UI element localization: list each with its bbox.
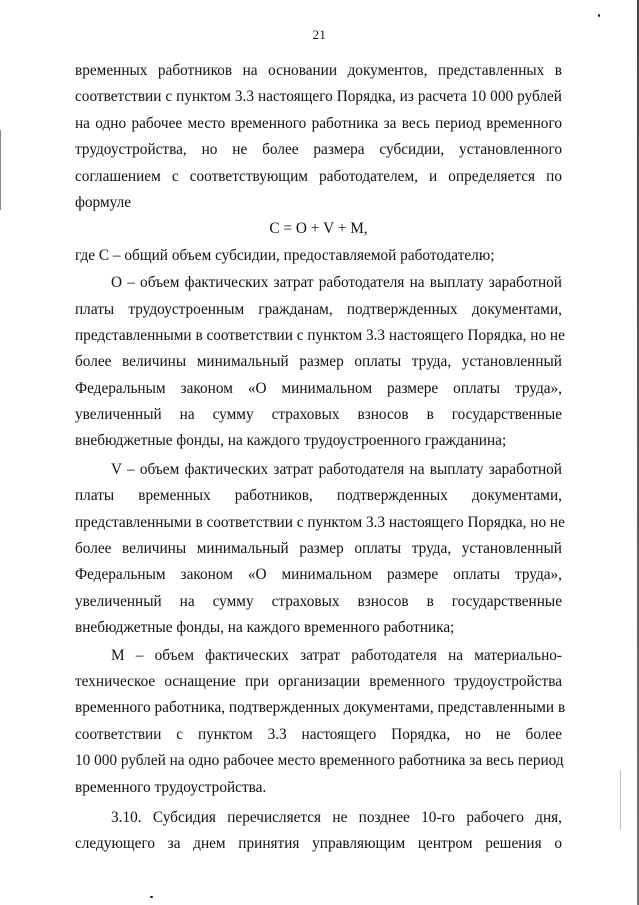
text-line: временного трудоустройства.: [75, 778, 267, 796]
text-line: увеличенный на сумму страховых взносов в государственные: [75, 406, 562, 424]
text-line: на одно рабочее место временного работника за весь период временного: [75, 114, 562, 132]
paragraph-first-line: 3.10. Субсидия перечисляется не позднее 10-го рабочего дня,: [111, 808, 562, 826]
formula: С = О + V + М,: [269, 220, 368, 238]
text-line: платы временных работников, подтвержденных документами,: [75, 487, 562, 505]
text-line: представленными в соответствии с пунктом 3.3 настоящего Порядка, но не: [75, 326, 565, 344]
text-line: внебюджетные фонды, на каждого трудоустроенного гражданина;: [75, 432, 507, 450]
scan-edge-mark: [0, 130, 1, 210]
text-line: формуле: [75, 193, 132, 211]
text-line: где С – общий объем субсидии, предоставляемой работодателю;: [75, 246, 495, 264]
text-line: внебюджетные фонды, на каждого временного работника;: [75, 619, 455, 637]
text-line: соответствии с пунктом 3.3 настоящего Порядка, из расчета 10 000 рублей: [75, 88, 562, 106]
text-line: платы трудоустроенным гражданам, подтвержденных документами,: [75, 300, 562, 318]
text-line: более величины минимальный размер оплаты труда, установленный: [75, 540, 562, 558]
paragraph-first-line: О – объем фактических затрат работодателя на выплату заработной: [111, 274, 562, 292]
text-line: трудоустройства, но не более размера субсидии, установленного: [75, 141, 562, 159]
paragraph-first-line: М – объем фактических затрат работодателя на материально-: [111, 646, 562, 664]
text-line: представленными в соответствии с пунктом 3.3 настоящего Порядка, но не: [75, 513, 565, 531]
scan-speck: [150, 896, 153, 898]
paragraph-first-line: V – объем фактических затрат работодателя на выплату заработной: [111, 460, 562, 478]
scan-speck: [598, 14, 600, 17]
scan-speck: [620, 770, 621, 830]
text-line: следующего за днем принятия управляющим центром решения о: [75, 835, 562, 853]
text-line: временного работника, подтвержденных документами, представленными в: [75, 699, 566, 717]
text-line: 10 000 рублей на одно рабочее место временного работника за весь период: [75, 752, 564, 770]
text-line: Федеральным законом «О минимальном размере оплаты труда»,: [75, 379, 562, 397]
text-line: техническое оснащение при организации временного трудоустройства: [75, 672, 562, 690]
document-body: [75, 58, 566, 858]
text-line: более величины минимальный размер оплаты труда, установленный: [75, 353, 562, 371]
text-line: соответствии с пунктом 3.3 настоящего Порядка, но не более: [75, 725, 562, 743]
text-line: временных работников на основании документов, представленных в: [75, 62, 562, 79]
text-line: увеличенный на сумму страховых взносов в государственные: [75, 592, 562, 610]
text-line: соглашением с соответствующим работодателем, и определяется по: [75, 167, 562, 185]
text-line: Федеральным законом «О минимальном размере оплаты труда»,: [75, 566, 562, 584]
page-number: 21: [312, 28, 327, 42]
